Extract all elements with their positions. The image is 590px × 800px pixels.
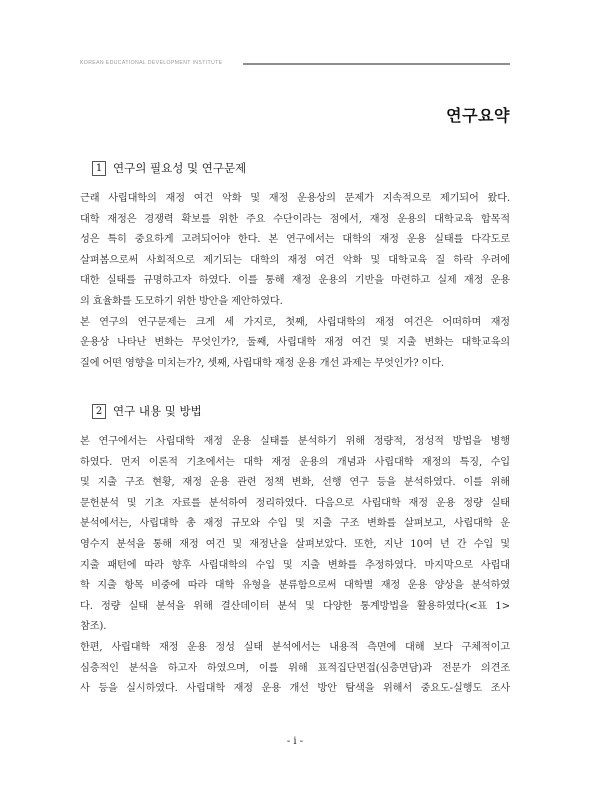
text-line: 성은 특히 중요하게 고려되어야 한다. 본 연구에서는 대학의 재정 운용 실태를 다각도로: [80, 234, 510, 246]
text-line: 운용상 나타난 변화는 무엇인가?, 둘째, 사립대학 재정 여건 및 지출 변화는 대학교육의: [80, 337, 510, 349]
page-title: 연구요약: [446, 106, 510, 125]
text-line: 하였다. 먼저 이론적 기초에서는 대학 재정 운용의 개념과 사립대학 재정의 특징, 수입: [80, 456, 510, 468]
text-line: 학 지출 항목 비중에 따라 대학 유형을 분류함으로써 대학별 재정 운용 양상을 분석하였: [80, 580, 510, 592]
paragraph: [80, 189, 510, 374]
text-line: 분석에서는, 사립대학 총 재정 규모와 수입 및 지출 구조 변화를 살펴보고, 사립대학 운: [80, 518, 510, 530]
text-line: 살펴봄으로써 사회적으로 제기되는 대학의 재정 여건 악화 및 대학교육 질 하락 우려에: [80, 254, 510, 266]
header-rule: [243, 63, 510, 65]
text-line: 사 등을 실시하였다. 사립대학 재정 운용 개선 방안 탐색을 위해서 중요도-실행도 조사: [80, 683, 510, 695]
text-line: 본 연구의 연구문제는 크게 세 가지로, 첫째, 사립대학의 재정 여건은 어떠하며 재정: [80, 316, 510, 328]
text-line: 근래 사립대학의 재정 여건 악화 및 재정 운용상의 문제가 지속적으로 제기되어 왔다.: [80, 193, 510, 204]
text-line: 질에 어떤 영향을 미치는가?, 셋째, 사립대학 재정 운용 개선 과제는 무엇인가? 이다.: [80, 357, 444, 369]
section-number-box: 1: [92, 161, 106, 176]
section-heading-text: 연구 내용 및 방법: [113, 404, 202, 418]
text-line: 문헌분석 및 기초 자료를 분석하여 정리하였다. 다음으로 사립대학 재정 운용 정량 실태: [80, 497, 510, 509]
text-line: 심층적인 분석을 하고자 하였으며, 이를 위해 표적집단면접(심층면담)과 전문가 의견조: [80, 662, 510, 674]
text-line: 참조).: [80, 621, 107, 633]
running-header: [80, 59, 510, 69]
page-number: - i -: [286, 736, 304, 747]
text-line: 다. 정량 실태 분석을 위해 결산데이터 분석 및 다양한 통계방법을 활용하였다(<표 1>: [80, 600, 510, 612]
section-heading-2: [92, 403, 202, 419]
paragraph: [80, 432, 510, 700]
running-title: KOREAN EDUCATIONAL DEVELOPMENT INSTITUTE: [80, 60, 223, 66]
text-line: 및 지출 구조 현황, 재정 운용 관련 정책 변화, 선행 연구 등을 분석하였다. 이를 위해: [80, 477, 510, 489]
section-heading-1: [92, 160, 246, 176]
text-line: 대학 재정은 경쟁력 확보를 위한 주요 수단이라는 점에서, 재정 운용의 대학교육 합목적: [80, 213, 510, 225]
text-line: 한편, 사립대학 재정 운용 정성 실태 분석에서는 내용적 측면에 대해 보다 구체적이고: [80, 641, 510, 653]
text-line: 본 연구에서는 사립대학 재정 운용 실태를 분석하기 위해 정량적, 정성적 방법을 병행: [80, 436, 510, 447]
section-heading-text: 연구의 필요성 및 연구문제: [113, 161, 247, 175]
text-line: 의 효율화를 도모하기 위한 방안을 제안하였다.: [80, 295, 283, 307]
section-number-box: 2: [92, 404, 106, 419]
text-line: 대한 실태를 규명하고자 하였다. 이를 통해 재정 운용의 기반을 마련하고 실제 재정 운용: [80, 275, 510, 287]
text-line: 영수지 분석을 통해 재정 여건 및 재정난을 살펴보았다. 또한, 지난 10여 년 간 수입 및: [80, 538, 510, 550]
text-line: 지출 패턴에 따라 향후 사립대학의 수입 및 지출 변화를 추정하였다. 마지막으로 사립대: [80, 559, 510, 571]
